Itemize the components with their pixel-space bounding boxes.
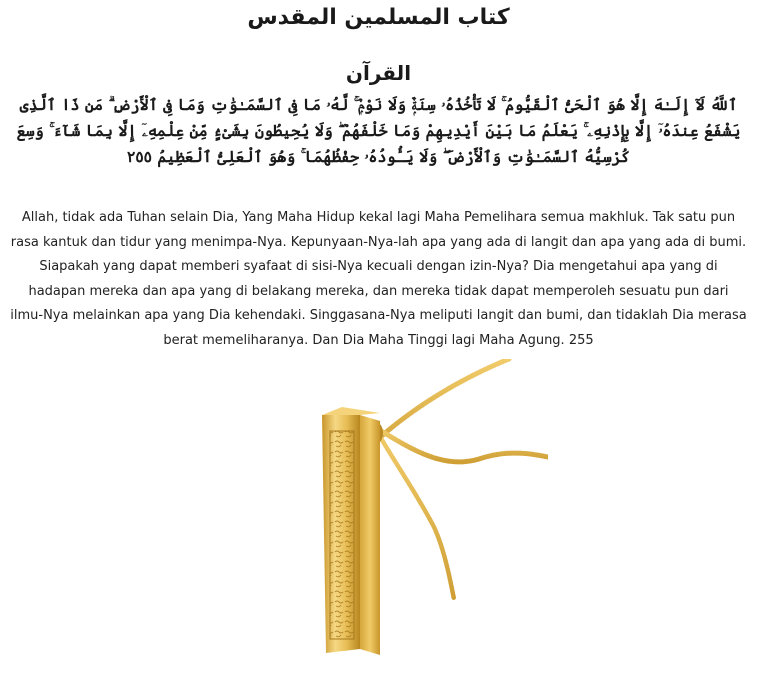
pendant-engraving	[330, 431, 354, 639]
chain-loop	[376, 429, 454, 599]
pendant-bar-top	[322, 407, 380, 415]
arabic-verse: ٱللَّهُ لَآ إِلَـٰهَ إِلَّا هُوَ ٱلْحَىُّ ٱلْقَيُّومُ ۚ لَا تَأْخُذُهُۥ سِنَةٌۭ وَلَا نَوْمٌۭ ۚ لَّهُۥ مَا فِى ٱلسَّمَـٰوَٰتِ وَمَا فِى ٱلْأَرْضِ ۗ مَن ذَا ٱلَّذِى يَشْفَعُ عِندَهُۥٓ إِلَّا بِإِذْنِهِۦ ۚ يَعْلَمُ مَا بَيْنَ أَيْدِيهِمْ وَمَا خَلْفَهُمْ ۖ وَلَا يُحِيطُونَ بِشَىْءٍۢ مِّنْ عِلْمِهِۦٓ إِلَّا بِمَا شَآءَ ۚ وَسِعَ كُرْسِيُّهُ ٱلسَّمَـٰوَٰتِ وَٱلْأَرْضَ ۖ وَلَا يَـُٔودُهُۥ حِفْظُهُمَا ۚ وَهُوَ ٱلْعَلِىُّ ٱلْعَظِيمُ ٢٥٥	[16, 95, 741, 166]
chain-strand-right	[378, 429, 548, 462]
verse-translation: Allah, tidak ada Tuhan selain Dia, Yang Maha Hidup kekal lagi Maha Pemelihara semua makhluk. Tak satu pun rasa kantuk dan tidur yang menimpa-Nya. Kepunyaan-Nya-lah apa yang ada di langit dan apa yang ada di bumi. Siapakah yang dapat memberi syafaat di sisi-Nya kecuali dengan izin-Nya? Dia mengetahui apa yang di hadapan mereka dan apa yang di belakang mereka, dan mereka tidak dapat memperoleh sesuatu pun dari ilmu-Nya melainkan apa yang Dia kehendaki. Singgasana-Nya meliputi langit dan bumi, dan tidaklah Dia merasa berat memeliharanya. Dan Dia Maha Tinggi lagi Maha Agung. 255	[10, 210, 747, 348]
section-heading: القرآن	[345, 61, 412, 85]
pendant-bar-side	[360, 415, 380, 655]
page-title: كتاب المسلمين المقدس	[247, 5, 510, 30]
pendant-necklace-image	[304, 359, 548, 677]
